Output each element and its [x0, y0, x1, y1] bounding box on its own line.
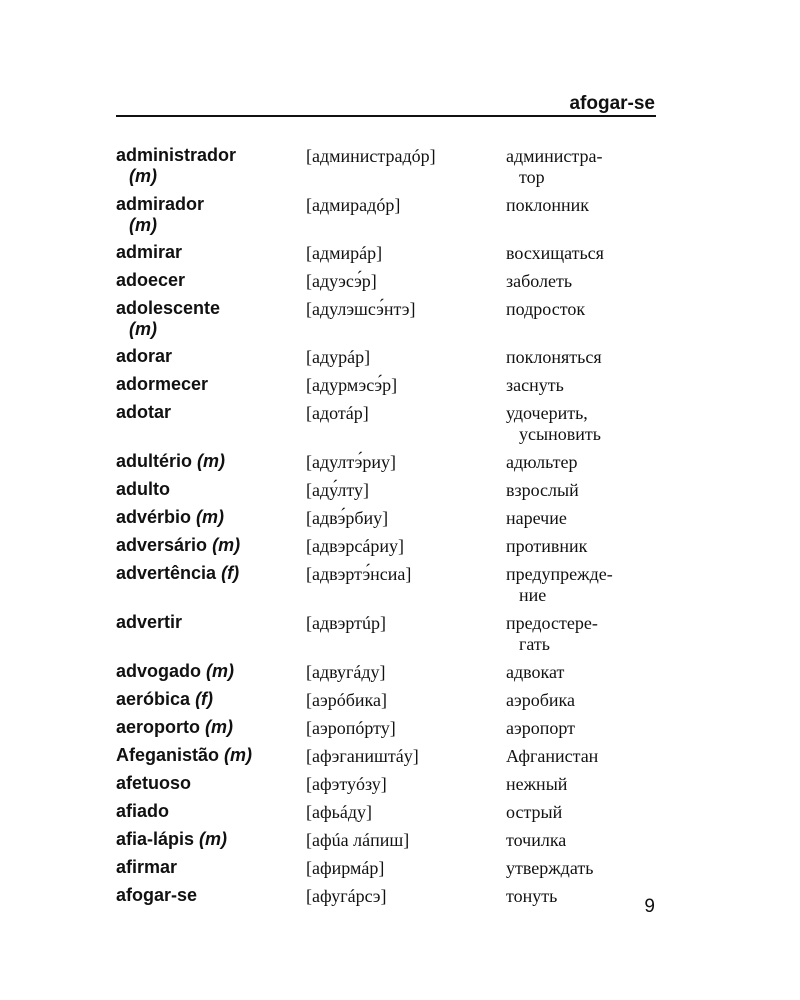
headword: advertir	[116, 612, 183, 632]
translation-cell	[506, 241, 656, 264]
headword: aeroporto	[116, 717, 201, 737]
dictionary-entry	[116, 744, 656, 767]
headword-cell	[116, 660, 306, 682]
translation-line: нежный	[506, 774, 568, 794]
dictionary-entry	[116, 373, 656, 396]
translation-line: восхищаться	[506, 243, 604, 263]
translation-cell	[506, 828, 656, 851]
dictionary-entry	[116, 828, 656, 851]
headword-cell	[116, 611, 306, 633]
translation-cell	[506, 744, 656, 767]
dictionary-entry	[116, 506, 656, 529]
headword-cell	[116, 884, 306, 906]
headword: admirador	[116, 194, 205, 214]
transcription: [адулэшсэ́нтэ]	[306, 299, 416, 319]
headword-cell	[116, 478, 306, 500]
headword: afia-lápis	[116, 829, 195, 849]
dictionary-entry	[116, 856, 656, 879]
headword: adoecer	[116, 270, 186, 290]
translation-line: наречие	[506, 508, 567, 528]
dictionary-entries	[116, 144, 656, 912]
dictionary-entry	[116, 144, 656, 188]
gender-marker: (m)	[205, 717, 234, 737]
translation-line: усыновить	[519, 424, 601, 444]
transcription: [адвэртэ́нсиа]	[306, 564, 412, 584]
dictionary-entry	[116, 800, 656, 823]
transcription: [администрадóр]	[306, 146, 436, 166]
translation-cell	[506, 772, 656, 795]
gender-marker: (m)	[129, 166, 157, 186]
gender-marker: (m)	[199, 829, 228, 849]
translation-cell	[506, 450, 656, 473]
translation-cell	[506, 534, 656, 557]
headword-cell	[116, 800, 306, 822]
dictionary-entry	[116, 478, 656, 501]
translation-line: Афганистан	[506, 746, 599, 766]
transcription: [афугáрсэ]	[306, 886, 387, 906]
transcription: [адурáр]	[306, 347, 371, 367]
translation-line: аэропорт	[506, 718, 575, 738]
headword-cell	[116, 401, 306, 423]
headword-cell	[116, 345, 306, 367]
dictionary-entry	[116, 297, 656, 340]
translation-cell	[506, 506, 656, 529]
dictionary-entry	[116, 401, 656, 445]
headword-cell	[116, 534, 306, 556]
translation-line: утверждать	[506, 858, 594, 878]
headword: adormecer	[116, 374, 209, 394]
transcription: [афирмáр]	[306, 858, 385, 878]
transcription: [адвэртúр]	[306, 613, 386, 633]
headword-cell	[116, 269, 306, 291]
headword-cell	[116, 856, 306, 878]
transcription: [афэтуóзу]	[306, 774, 387, 794]
translation-cell	[506, 297, 656, 320]
dictionary-entry	[116, 884, 656, 907]
dictionary-entry	[116, 772, 656, 795]
running-header: afogar-se	[569, 93, 655, 114]
headword-cell	[116, 144, 306, 187]
transcription: [аэропóрту]	[306, 718, 396, 738]
transcription: [адотáр]	[306, 403, 369, 423]
translation-cell	[506, 800, 656, 823]
dictionary-entry	[116, 611, 656, 655]
headword: adversário	[116, 535, 208, 555]
transcription: [адуэсэ́р]	[306, 271, 377, 291]
headword: adotar	[116, 402, 172, 422]
dictionary-entry	[116, 534, 656, 557]
transcription: [афúа лáпиш]	[306, 830, 410, 850]
headword: adulto	[116, 479, 170, 499]
gender-marker: (f)	[195, 689, 214, 709]
transcription: [афьáду]	[306, 802, 372, 822]
translation-cell	[506, 269, 656, 292]
dictionary-entry	[116, 345, 656, 368]
headword: admirar	[116, 242, 183, 262]
translation-cell	[506, 611, 656, 655]
gender-marker: (f)	[221, 563, 240, 583]
headword-cell	[116, 373, 306, 395]
translation-line: взрослый	[506, 480, 579, 500]
headword: advérbio	[116, 507, 192, 527]
dictionary-entry	[116, 269, 656, 292]
translation-cell	[506, 144, 656, 188]
gender-marker: (m)	[129, 215, 157, 235]
translation-line: подросток	[506, 299, 586, 319]
gender-marker: (m)	[129, 319, 157, 339]
translation-line: предупрежде-	[506, 564, 613, 584]
headword-cell	[116, 772, 306, 794]
translation-cell	[506, 345, 656, 368]
dictionary-entry	[116, 562, 656, 606]
translation-line: предостере-	[506, 613, 598, 633]
translation-line: удочерить,	[506, 403, 588, 423]
translation-line: заснуть	[506, 375, 564, 395]
translation-cell	[506, 716, 656, 739]
headword: afogar-se	[116, 885, 198, 905]
headword: adultério	[116, 451, 193, 471]
translation-cell	[506, 562, 656, 606]
translation-line: гать	[519, 634, 550, 654]
translation-line: заболеть	[506, 271, 573, 291]
translation-line: адвокат	[506, 662, 565, 682]
headword-cell	[116, 562, 306, 584]
dictionary-entry	[116, 688, 656, 711]
headword-cell	[116, 828, 306, 850]
dictionary-entry	[116, 660, 656, 683]
translation-line: администра-	[506, 146, 603, 166]
transcription: [афэгаништáу]	[306, 746, 419, 766]
headword-cell	[116, 744, 306, 766]
headword: afetuoso	[116, 773, 192, 793]
translation-cell	[506, 884, 656, 907]
page-number: 9	[644, 896, 655, 917]
headword-cell	[116, 193, 306, 236]
transcription: [адурмэсэ́р]	[306, 375, 398, 395]
translation-line: поклонник	[506, 195, 590, 215]
translation-line: тонуть	[506, 886, 558, 906]
headword-cell	[116, 241, 306, 263]
translation-line: поклоняться	[506, 347, 602, 367]
translation-cell	[506, 856, 656, 879]
transcription: [адултэ́риу]	[306, 452, 396, 472]
transcription: [адмирадóр]	[306, 195, 401, 215]
dictionary-entry	[116, 241, 656, 264]
transcription: [адвэ́рбиу]	[306, 508, 389, 528]
dictionary-entry	[116, 716, 656, 739]
gender-marker: (m)	[224, 745, 253, 765]
transcription: [адвугáду]	[306, 662, 386, 682]
transcription: [аэрóбика]	[306, 690, 387, 710]
dictionary-entry	[116, 193, 656, 236]
dictionary-entry	[116, 450, 656, 473]
headword: administrador	[116, 145, 237, 165]
headword: adorar	[116, 346, 173, 366]
translation-cell	[506, 401, 656, 445]
translation-line: адюльтер	[506, 452, 578, 472]
headword-cell	[116, 450, 306, 472]
translation-cell	[506, 193, 656, 216]
gender-marker: (m)	[212, 535, 241, 555]
translation-line: противник	[506, 536, 588, 556]
gender-marker: (m)	[206, 661, 235, 681]
headword: Afeganistão	[116, 745, 220, 765]
translation-cell	[506, 478, 656, 501]
headword: adolescente	[116, 298, 221, 318]
translation-line: аэробика	[506, 690, 575, 710]
translation-cell	[506, 660, 656, 683]
headword-cell	[116, 506, 306, 528]
translation-line: точилка	[506, 830, 567, 850]
translation-line: тор	[519, 167, 545, 187]
headword: afirmar	[116, 857, 178, 877]
gender-marker: (m)	[196, 507, 225, 527]
headword-cell	[116, 688, 306, 710]
translation-cell	[506, 688, 656, 711]
gender-marker: (m)	[197, 451, 226, 471]
headword: aeróbica	[116, 689, 191, 709]
headword-cell	[116, 716, 306, 738]
transcription: [адмирáр]	[306, 243, 383, 263]
header-divider	[116, 115, 656, 117]
translation-line: ние	[519, 585, 547, 605]
headword: afiado	[116, 801, 170, 821]
headword: advogado	[116, 661, 202, 681]
translation-cell	[506, 373, 656, 396]
transcription: [адвэрсáриу]	[306, 536, 404, 556]
headword-cell	[116, 297, 306, 340]
headword: advertência	[116, 563, 217, 583]
translation-line: острый	[506, 802, 563, 822]
transcription: [аду́лту]	[306, 480, 369, 500]
